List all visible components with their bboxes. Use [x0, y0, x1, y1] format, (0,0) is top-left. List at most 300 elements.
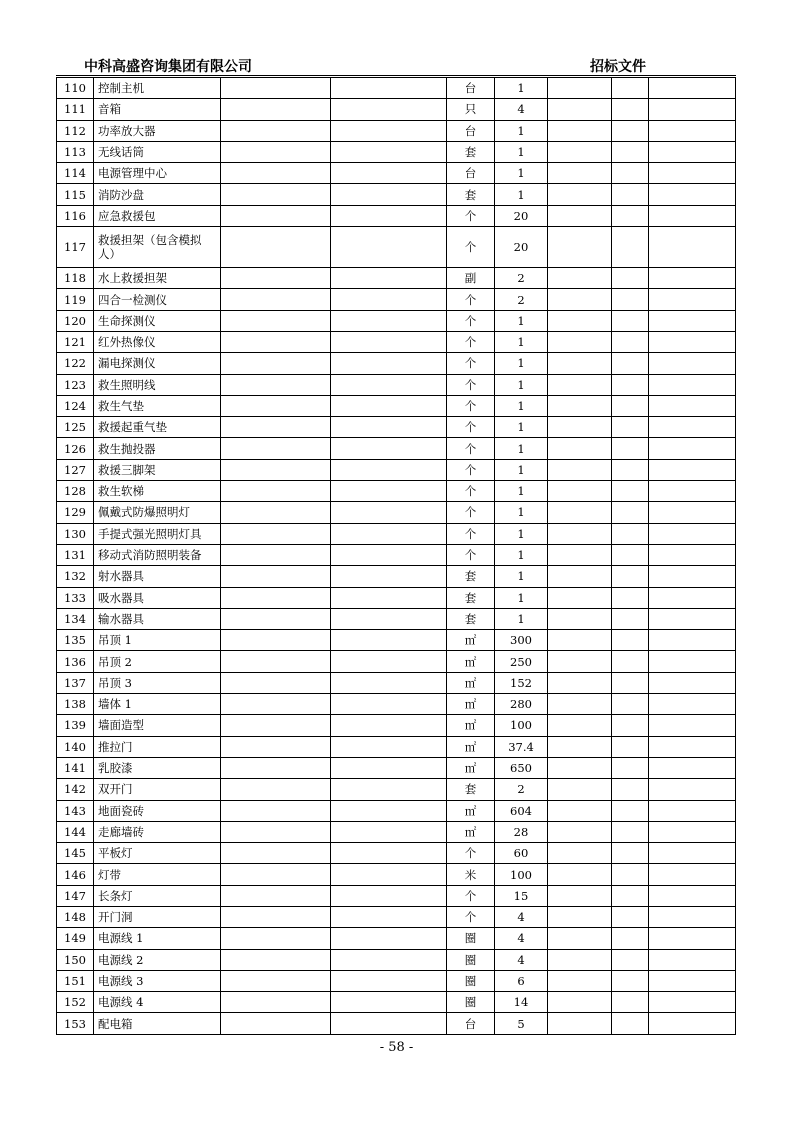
item-unit-cell: 个 — [447, 205, 495, 226]
item-quantity-cell: 650 — [495, 757, 548, 778]
blank-cell — [612, 544, 649, 565]
item-number-cell: 119 — [57, 289, 94, 310]
table-row — [57, 992, 736, 1013]
item-quantity-cell: 1 — [495, 608, 548, 629]
blank-cell — [612, 715, 649, 736]
blank-cell — [221, 672, 331, 693]
blank-cell — [548, 779, 612, 800]
item-name-cell: 水上救援担架 — [94, 268, 221, 289]
item-quantity-cell: 4 — [495, 928, 548, 949]
item-quantity-cell: 1 — [495, 310, 548, 331]
blank-cell — [331, 120, 447, 141]
blank-cell — [331, 821, 447, 842]
blank-cell — [548, 821, 612, 842]
blank-cell — [649, 78, 736, 99]
blank-cell — [221, 779, 331, 800]
blank-cell — [221, 885, 331, 906]
blank-cell — [612, 672, 649, 693]
item-unit-cell: 个 — [447, 395, 495, 416]
item-quantity-cell: 6 — [495, 970, 548, 991]
item-number-cell: 148 — [57, 906, 94, 927]
item-unit-cell: 个 — [447, 353, 495, 374]
blank-cell — [649, 672, 736, 693]
item-number-cell: 120 — [57, 310, 94, 331]
item-number-cell: 149 — [57, 928, 94, 949]
item-name-cell: 墙体 1 — [94, 694, 221, 715]
blank-cell — [649, 99, 736, 120]
table-row — [57, 736, 736, 757]
table-row — [57, 481, 736, 502]
item-unit-cell: 套 — [447, 779, 495, 800]
item-name-cell: 吸水器具 — [94, 587, 221, 608]
item-number-cell: 124 — [57, 395, 94, 416]
blank-cell — [331, 502, 447, 523]
blank-cell — [649, 566, 736, 587]
table-row — [57, 120, 736, 141]
item-quantity-cell: 4 — [495, 949, 548, 970]
blank-cell — [612, 99, 649, 120]
item-quantity-cell: 1 — [495, 331, 548, 352]
blank-cell — [649, 843, 736, 864]
blank-cell — [612, 417, 649, 438]
item-quantity-cell: 100 — [495, 715, 548, 736]
item-number-cell: 153 — [57, 1013, 94, 1034]
blank-cell — [649, 502, 736, 523]
blank-cell — [221, 78, 331, 99]
blank-cell — [649, 608, 736, 629]
blank-cell — [331, 587, 447, 608]
blank-cell — [649, 310, 736, 331]
blank-cell — [612, 885, 649, 906]
table-row — [57, 374, 736, 395]
company-name: 中科高盛咨询集团有限公司 — [84, 59, 252, 75]
item-name-cell: 地面瓷砖 — [94, 800, 221, 821]
blank-cell — [649, 949, 736, 970]
blank-cell — [548, 587, 612, 608]
item-name-cell: 双开门 — [94, 779, 221, 800]
blank-cell — [331, 779, 447, 800]
blank-cell — [548, 523, 612, 544]
blank-cell — [221, 715, 331, 736]
blank-cell — [612, 949, 649, 970]
blank-cell — [331, 184, 447, 205]
table-row — [57, 906, 736, 927]
page-header — [56, 56, 736, 76]
blank-cell — [612, 438, 649, 459]
item-unit-cell: ㎡ — [447, 672, 495, 693]
item-unit-cell: 圈 — [447, 992, 495, 1013]
blank-cell — [612, 459, 649, 480]
blank-cell — [331, 651, 447, 672]
blank-cell — [649, 736, 736, 757]
item-unit-cell: 个 — [447, 502, 495, 523]
table-row — [57, 843, 736, 864]
item-quantity-cell: 280 — [495, 694, 548, 715]
item-name-cell: 控制主机 — [94, 78, 221, 99]
blank-cell — [612, 608, 649, 629]
item-quantity-cell: 1 — [495, 374, 548, 395]
blank-cell — [548, 715, 612, 736]
blank-cell — [649, 184, 736, 205]
item-name-cell: 手提式强光照明灯具 — [94, 523, 221, 544]
item-quantity-cell: 152 — [495, 672, 548, 693]
blank-cell — [548, 566, 612, 587]
item-quantity-cell: 1 — [495, 120, 548, 141]
item-number-cell: 110 — [57, 78, 94, 99]
blank-cell — [331, 78, 447, 99]
blank-cell — [331, 928, 447, 949]
table-row — [57, 757, 736, 778]
blank-cell — [221, 205, 331, 226]
blank-cell — [548, 1013, 612, 1034]
blank-cell — [612, 353, 649, 374]
blank-cell — [649, 163, 736, 184]
table-row — [57, 99, 736, 120]
blank-cell — [221, 227, 331, 268]
blank-cell — [331, 736, 447, 757]
blank-cell — [221, 757, 331, 778]
item-quantity-cell: 1 — [495, 459, 548, 480]
blank-cell — [548, 694, 612, 715]
blank-cell — [221, 120, 331, 141]
blank-cell — [331, 374, 447, 395]
item-name-cell: 消防沙盘 — [94, 184, 221, 205]
blank-cell — [548, 78, 612, 99]
blank-cell — [548, 438, 612, 459]
blank-cell — [331, 310, 447, 331]
table-row — [57, 885, 736, 906]
blank-cell — [649, 928, 736, 949]
blank-cell — [221, 821, 331, 842]
item-quantity-cell: 28 — [495, 821, 548, 842]
item-number-cell: 118 — [57, 268, 94, 289]
blank-cell — [548, 481, 612, 502]
item-number-cell: 132 — [57, 566, 94, 587]
item-number-cell: 113 — [57, 141, 94, 162]
blank-cell — [649, 906, 736, 927]
blank-cell — [548, 310, 612, 331]
table-row — [57, 672, 736, 693]
blank-cell — [649, 992, 736, 1013]
blank-cell — [331, 459, 447, 480]
page-number: - 58 - — [379, 1040, 414, 1055]
blank-cell — [612, 566, 649, 587]
table-row — [57, 438, 736, 459]
blank-cell — [548, 120, 612, 141]
blank-cell — [649, 459, 736, 480]
blank-cell — [221, 331, 331, 352]
blank-cell — [649, 374, 736, 395]
item-unit-cell: ㎡ — [447, 736, 495, 757]
blank-cell — [612, 227, 649, 268]
item-name-cell: 吊顶 2 — [94, 651, 221, 672]
item-number-cell: 111 — [57, 99, 94, 120]
table-row — [57, 141, 736, 162]
blank-cell — [612, 331, 649, 352]
blank-cell — [649, 205, 736, 226]
item-name-cell: 电源线 2 — [94, 949, 221, 970]
item-name-cell: 射水器具 — [94, 566, 221, 587]
item-number-cell: 134 — [57, 608, 94, 629]
item-name-cell: 移动式消防照明装备 — [94, 544, 221, 565]
item-unit-cell: ㎡ — [447, 821, 495, 842]
blank-cell — [612, 78, 649, 99]
item-unit-cell: 个 — [447, 843, 495, 864]
item-unit-cell: 个 — [447, 481, 495, 502]
blank-cell — [331, 1013, 447, 1034]
item-quantity-cell: 604 — [495, 800, 548, 821]
table-row — [57, 310, 736, 331]
blank-cell — [548, 331, 612, 352]
blank-cell — [548, 374, 612, 395]
blank-cell — [649, 885, 736, 906]
blank-cell — [612, 864, 649, 885]
blank-cell — [331, 289, 447, 310]
blank-cell — [548, 949, 612, 970]
table-row — [57, 1013, 736, 1034]
item-number-cell: 122 — [57, 353, 94, 374]
blank-cell — [221, 906, 331, 927]
table-row — [57, 694, 736, 715]
table-row — [57, 331, 736, 352]
blank-cell — [548, 885, 612, 906]
blank-cell — [548, 630, 612, 651]
blank-cell — [548, 736, 612, 757]
table-row — [57, 587, 736, 608]
blank-cell — [612, 374, 649, 395]
item-unit-cell: ㎡ — [447, 800, 495, 821]
item-number-cell: 112 — [57, 120, 94, 141]
blank-cell — [649, 821, 736, 842]
item-unit-cell: 套 — [447, 608, 495, 629]
blank-cell — [221, 481, 331, 502]
blank-cell — [548, 205, 612, 226]
item-number-cell: 141 — [57, 757, 94, 778]
blank-cell — [331, 523, 447, 544]
blank-cell — [649, 694, 736, 715]
blank-cell — [548, 99, 612, 120]
item-number-cell: 114 — [57, 163, 94, 184]
item-quantity-cell: 100 — [495, 864, 548, 885]
table-row — [57, 205, 736, 226]
item-name-cell: 救生软梯 — [94, 481, 221, 502]
blank-cell — [331, 992, 447, 1013]
blank-cell — [331, 99, 447, 120]
blank-cell — [612, 843, 649, 864]
blank-cell — [331, 566, 447, 587]
item-name-cell: 推拉门 — [94, 736, 221, 757]
table-row — [57, 289, 736, 310]
item-number-cell: 137 — [57, 672, 94, 693]
blank-cell — [612, 289, 649, 310]
blank-cell — [548, 970, 612, 991]
table-row — [57, 544, 736, 565]
item-unit-cell: 台 — [447, 78, 495, 99]
item-unit-cell: ㎡ — [447, 715, 495, 736]
blank-cell — [331, 843, 447, 864]
blank-cell — [548, 417, 612, 438]
blank-cell — [331, 970, 447, 991]
document-type: 招标文件 — [590, 59, 646, 75]
item-quantity-cell: 2 — [495, 268, 548, 289]
item-quantity-cell: 1 — [495, 481, 548, 502]
blank-cell — [331, 757, 447, 778]
table-row — [57, 523, 736, 544]
blank-cell — [612, 970, 649, 991]
blank-cell — [612, 757, 649, 778]
item-name-cell: 开门洞 — [94, 906, 221, 927]
blank-cell — [331, 949, 447, 970]
blank-cell — [649, 523, 736, 544]
blank-cell — [649, 353, 736, 374]
blank-cell — [221, 268, 331, 289]
item-number-cell: 140 — [57, 736, 94, 757]
item-unit-cell: 圈 — [447, 970, 495, 991]
blank-cell — [221, 310, 331, 331]
item-unit-cell: ㎡ — [447, 651, 495, 672]
item-quantity-cell: 1 — [495, 502, 548, 523]
blank-cell — [649, 1013, 736, 1034]
table-row — [57, 779, 736, 800]
blank-cell — [612, 800, 649, 821]
blank-cell — [548, 928, 612, 949]
item-unit-cell: 只 — [447, 99, 495, 120]
table-row — [57, 970, 736, 991]
table-row — [57, 268, 736, 289]
item-name-cell: 救生照明线 — [94, 374, 221, 395]
blank-cell — [612, 694, 649, 715]
item-name-cell: 生命探测仪 — [94, 310, 221, 331]
blank-cell — [612, 268, 649, 289]
item-quantity-cell: 1 — [495, 544, 548, 565]
table-row — [57, 353, 736, 374]
item-name-cell: 救援起重气垫 — [94, 417, 221, 438]
item-number-cell: 144 — [57, 821, 94, 842]
blank-cell — [612, 736, 649, 757]
blank-cell — [649, 268, 736, 289]
blank-cell — [612, 906, 649, 927]
item-number-cell: 125 — [57, 417, 94, 438]
blank-cell — [649, 438, 736, 459]
blank-cell — [612, 523, 649, 544]
blank-cell — [612, 205, 649, 226]
blank-cell — [548, 608, 612, 629]
blank-cell — [612, 992, 649, 1013]
item-number-cell: 121 — [57, 331, 94, 352]
blank-cell — [548, 757, 612, 778]
blank-cell — [548, 163, 612, 184]
item-name-cell: 长条灯 — [94, 885, 221, 906]
item-name-cell: 吊顶 1 — [94, 630, 221, 651]
item-unit-cell: 个 — [447, 906, 495, 927]
item-unit-cell: 台 — [447, 120, 495, 141]
blank-cell — [331, 163, 447, 184]
item-number-cell: 136 — [57, 651, 94, 672]
item-name-cell: 无线话筒 — [94, 141, 221, 162]
blank-cell — [548, 651, 612, 672]
item-name-cell: 电源线 3 — [94, 970, 221, 991]
item-quantity-cell: 1 — [495, 395, 548, 416]
item-number-cell: 139 — [57, 715, 94, 736]
blank-cell — [548, 141, 612, 162]
item-name-cell: 乳胶漆 — [94, 757, 221, 778]
item-unit-cell: 圈 — [447, 949, 495, 970]
blank-cell — [331, 417, 447, 438]
table-row — [57, 566, 736, 587]
item-number-cell: 143 — [57, 800, 94, 821]
blank-cell — [548, 864, 612, 885]
item-name-cell: 灯带 — [94, 864, 221, 885]
blank-cell — [548, 184, 612, 205]
item-unit-cell: 副 — [447, 268, 495, 289]
blank-cell — [612, 395, 649, 416]
item-unit-cell: 个 — [447, 523, 495, 544]
item-name-cell: 走廊墙砖 — [94, 821, 221, 842]
item-number-cell: 147 — [57, 885, 94, 906]
item-number-cell: 135 — [57, 630, 94, 651]
blank-cell — [331, 331, 447, 352]
item-name-cell: 电源线 1 — [94, 928, 221, 949]
table-row — [57, 928, 736, 949]
item-quantity-cell: 15 — [495, 885, 548, 906]
item-quantity-cell: 20 — [495, 227, 548, 268]
blank-cell — [548, 992, 612, 1013]
item-quantity-cell: 37.4 — [495, 736, 548, 757]
blank-cell — [221, 289, 331, 310]
item-quantity-cell: 1 — [495, 184, 548, 205]
blank-cell — [331, 906, 447, 927]
table-row — [57, 227, 736, 268]
item-number-cell: 128 — [57, 481, 94, 502]
table-row — [57, 417, 736, 438]
blank-cell — [221, 459, 331, 480]
item-unit-cell: ㎡ — [447, 630, 495, 651]
blank-cell — [331, 694, 447, 715]
blank-cell — [612, 587, 649, 608]
items-table-body — [57, 78, 736, 1035]
item-quantity-cell: 1 — [495, 78, 548, 99]
table-row — [57, 821, 736, 842]
blank-cell — [221, 587, 331, 608]
blank-cell — [548, 459, 612, 480]
item-number-cell: 116 — [57, 205, 94, 226]
item-unit-cell: 个 — [447, 438, 495, 459]
item-name-cell: 佩戴式防爆照明灯 — [94, 502, 221, 523]
item-name-cell: 救生气垫 — [94, 395, 221, 416]
item-quantity-cell: 1 — [495, 566, 548, 587]
blank-cell — [221, 141, 331, 162]
blank-cell — [612, 120, 649, 141]
item-unit-cell: 圈 — [447, 928, 495, 949]
blank-cell — [331, 141, 447, 162]
blank-cell — [548, 289, 612, 310]
blank-cell — [649, 395, 736, 416]
item-unit-cell: 个 — [447, 885, 495, 906]
blank-cell — [548, 227, 612, 268]
item-unit-cell: 套 — [447, 587, 495, 608]
blank-cell — [649, 800, 736, 821]
table-row — [57, 715, 736, 736]
blank-cell — [331, 268, 447, 289]
item-unit-cell: 个 — [447, 417, 495, 438]
blank-cell — [612, 630, 649, 651]
item-number-cell: 138 — [57, 694, 94, 715]
blank-cell — [221, 395, 331, 416]
blank-cell — [221, 374, 331, 395]
header-rule — [56, 75, 736, 76]
blank-cell — [221, 99, 331, 120]
items-table — [56, 77, 736, 1035]
